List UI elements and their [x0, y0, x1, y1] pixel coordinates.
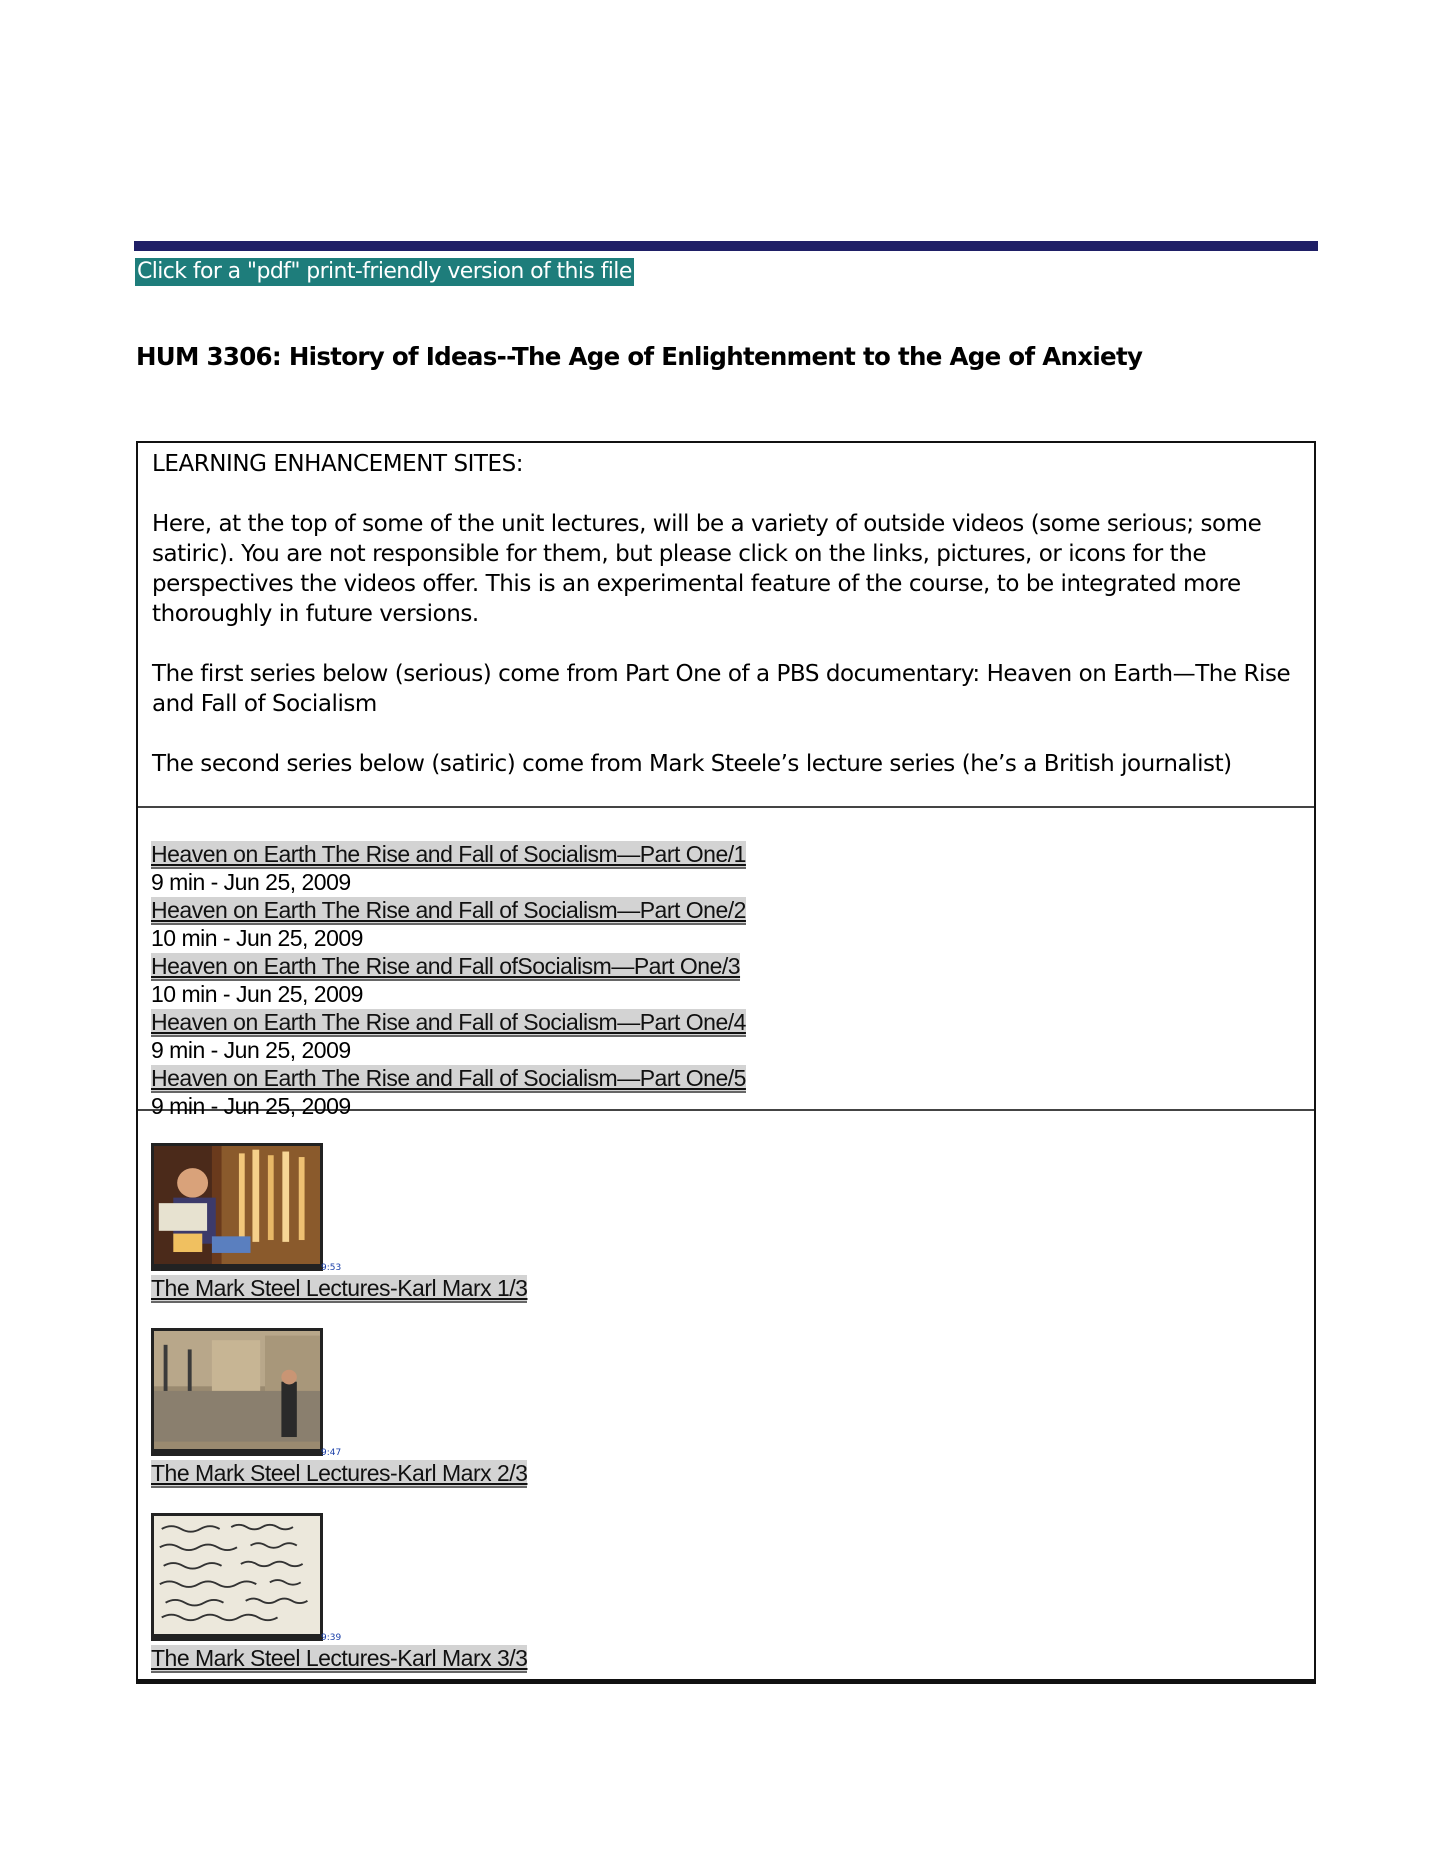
video-thumbnail-1[interactable] [151, 1143, 323, 1271]
steel-video-link-3[interactable]: The Mark Steel Lectures-Karl Marx 3/3 [151, 1645, 528, 1671]
thumbnail-image [154, 1146, 320, 1264]
list-item [151, 953, 1301, 1009]
thumbnail-image [154, 1331, 320, 1449]
intro-paragraph-1: Here, at the top of some of the unit lectures, will be a variety of outside videos (some serious; some satiric). You are not responsible for them, but please click on the links, pictures, or icons for the perspectives the videos offer. This is an experimental feature of the course, to be integrated more thoroughly in future versions. [152, 511, 1262, 627]
video-meta-1: 9 min - Jun 25, 2009 [151, 869, 351, 895]
pbs-video-link-3[interactable]: Heaven on Earth The Rise and Fall ofSocialism—Part One/3 [151, 953, 741, 979]
video-duration-2: 9:47 [321, 1448, 342, 1458]
steel-video-link-1[interactable]: The Mark Steel Lectures-Karl Marx 1/3 [151, 1275, 528, 1301]
intro-heading: LEARNING ENHANCEMENT SITES: [152, 451, 524, 477]
intro-paragraph-2: The first series below (serious) come from Part One of a PBS documentary: Heaven on Earth—The Rise and Fall of Socialism [152, 661, 1291, 717]
pbs-video-link-5[interactable]: Heaven on Earth The Rise and Fall of Socialism—Part One/5 [151, 1065, 746, 1091]
course-title: HUM 3306: History of Ideas--The Age of Enlightenment to the Age of Anxiety [136, 342, 1143, 371]
content-table [136, 441, 1316, 1684]
video-meta-5: 9 min - Jun 25, 2009 [151, 1093, 351, 1119]
list-item [151, 1513, 1301, 1698]
intro-cell [138, 443, 1314, 808]
intro-paragraph-3: The second series below (satiric) come from Mark Steele’s lecture series (he’s a British journalist) [152, 751, 1232, 777]
header-rule [134, 241, 1318, 251]
pbs-video-link-1[interactable]: Heaven on Earth The Rise and Fall of Socialism—Part One/1 [151, 841, 746, 867]
steel-video-list [138, 1111, 1314, 1681]
video-duration-3: 9:39 [321, 1633, 342, 1643]
list-item [151, 841, 1301, 897]
steel-video-link-2[interactable]: The Mark Steel Lectures-Karl Marx 2/3 [151, 1460, 528, 1486]
video-thumbnail-2[interactable] [151, 1328, 323, 1456]
pbs-video-list [138, 808, 1314, 1119]
video-meta-2: 10 min - Jun 25, 2009 [151, 925, 363, 951]
video-duration-1: 9:53 [321, 1263, 342, 1273]
list-item [151, 1143, 1301, 1328]
thumbnail-image [154, 1516, 320, 1634]
video-thumbnail-3[interactable] [151, 1513, 323, 1641]
list-item [151, 1009, 1301, 1065]
video-meta-3: 10 min - Jun 25, 2009 [151, 981, 363, 1007]
video-meta-4: 9 min - Jun 25, 2009 [151, 1037, 351, 1063]
pbs-video-link-4[interactable]: Heaven on Earth The Rise and Fall of Socialism—Part One/4 [151, 1009, 746, 1035]
list-item [151, 1328, 1301, 1513]
pbs-video-link-2[interactable]: Heaven on Earth The Rise and Fall of Socialism—Part One/2 [151, 897, 746, 923]
list-item [151, 897, 1301, 953]
pdf-version-link[interactable]: Click for a "pdf" print-friendly version of this file [137, 259, 632, 284]
